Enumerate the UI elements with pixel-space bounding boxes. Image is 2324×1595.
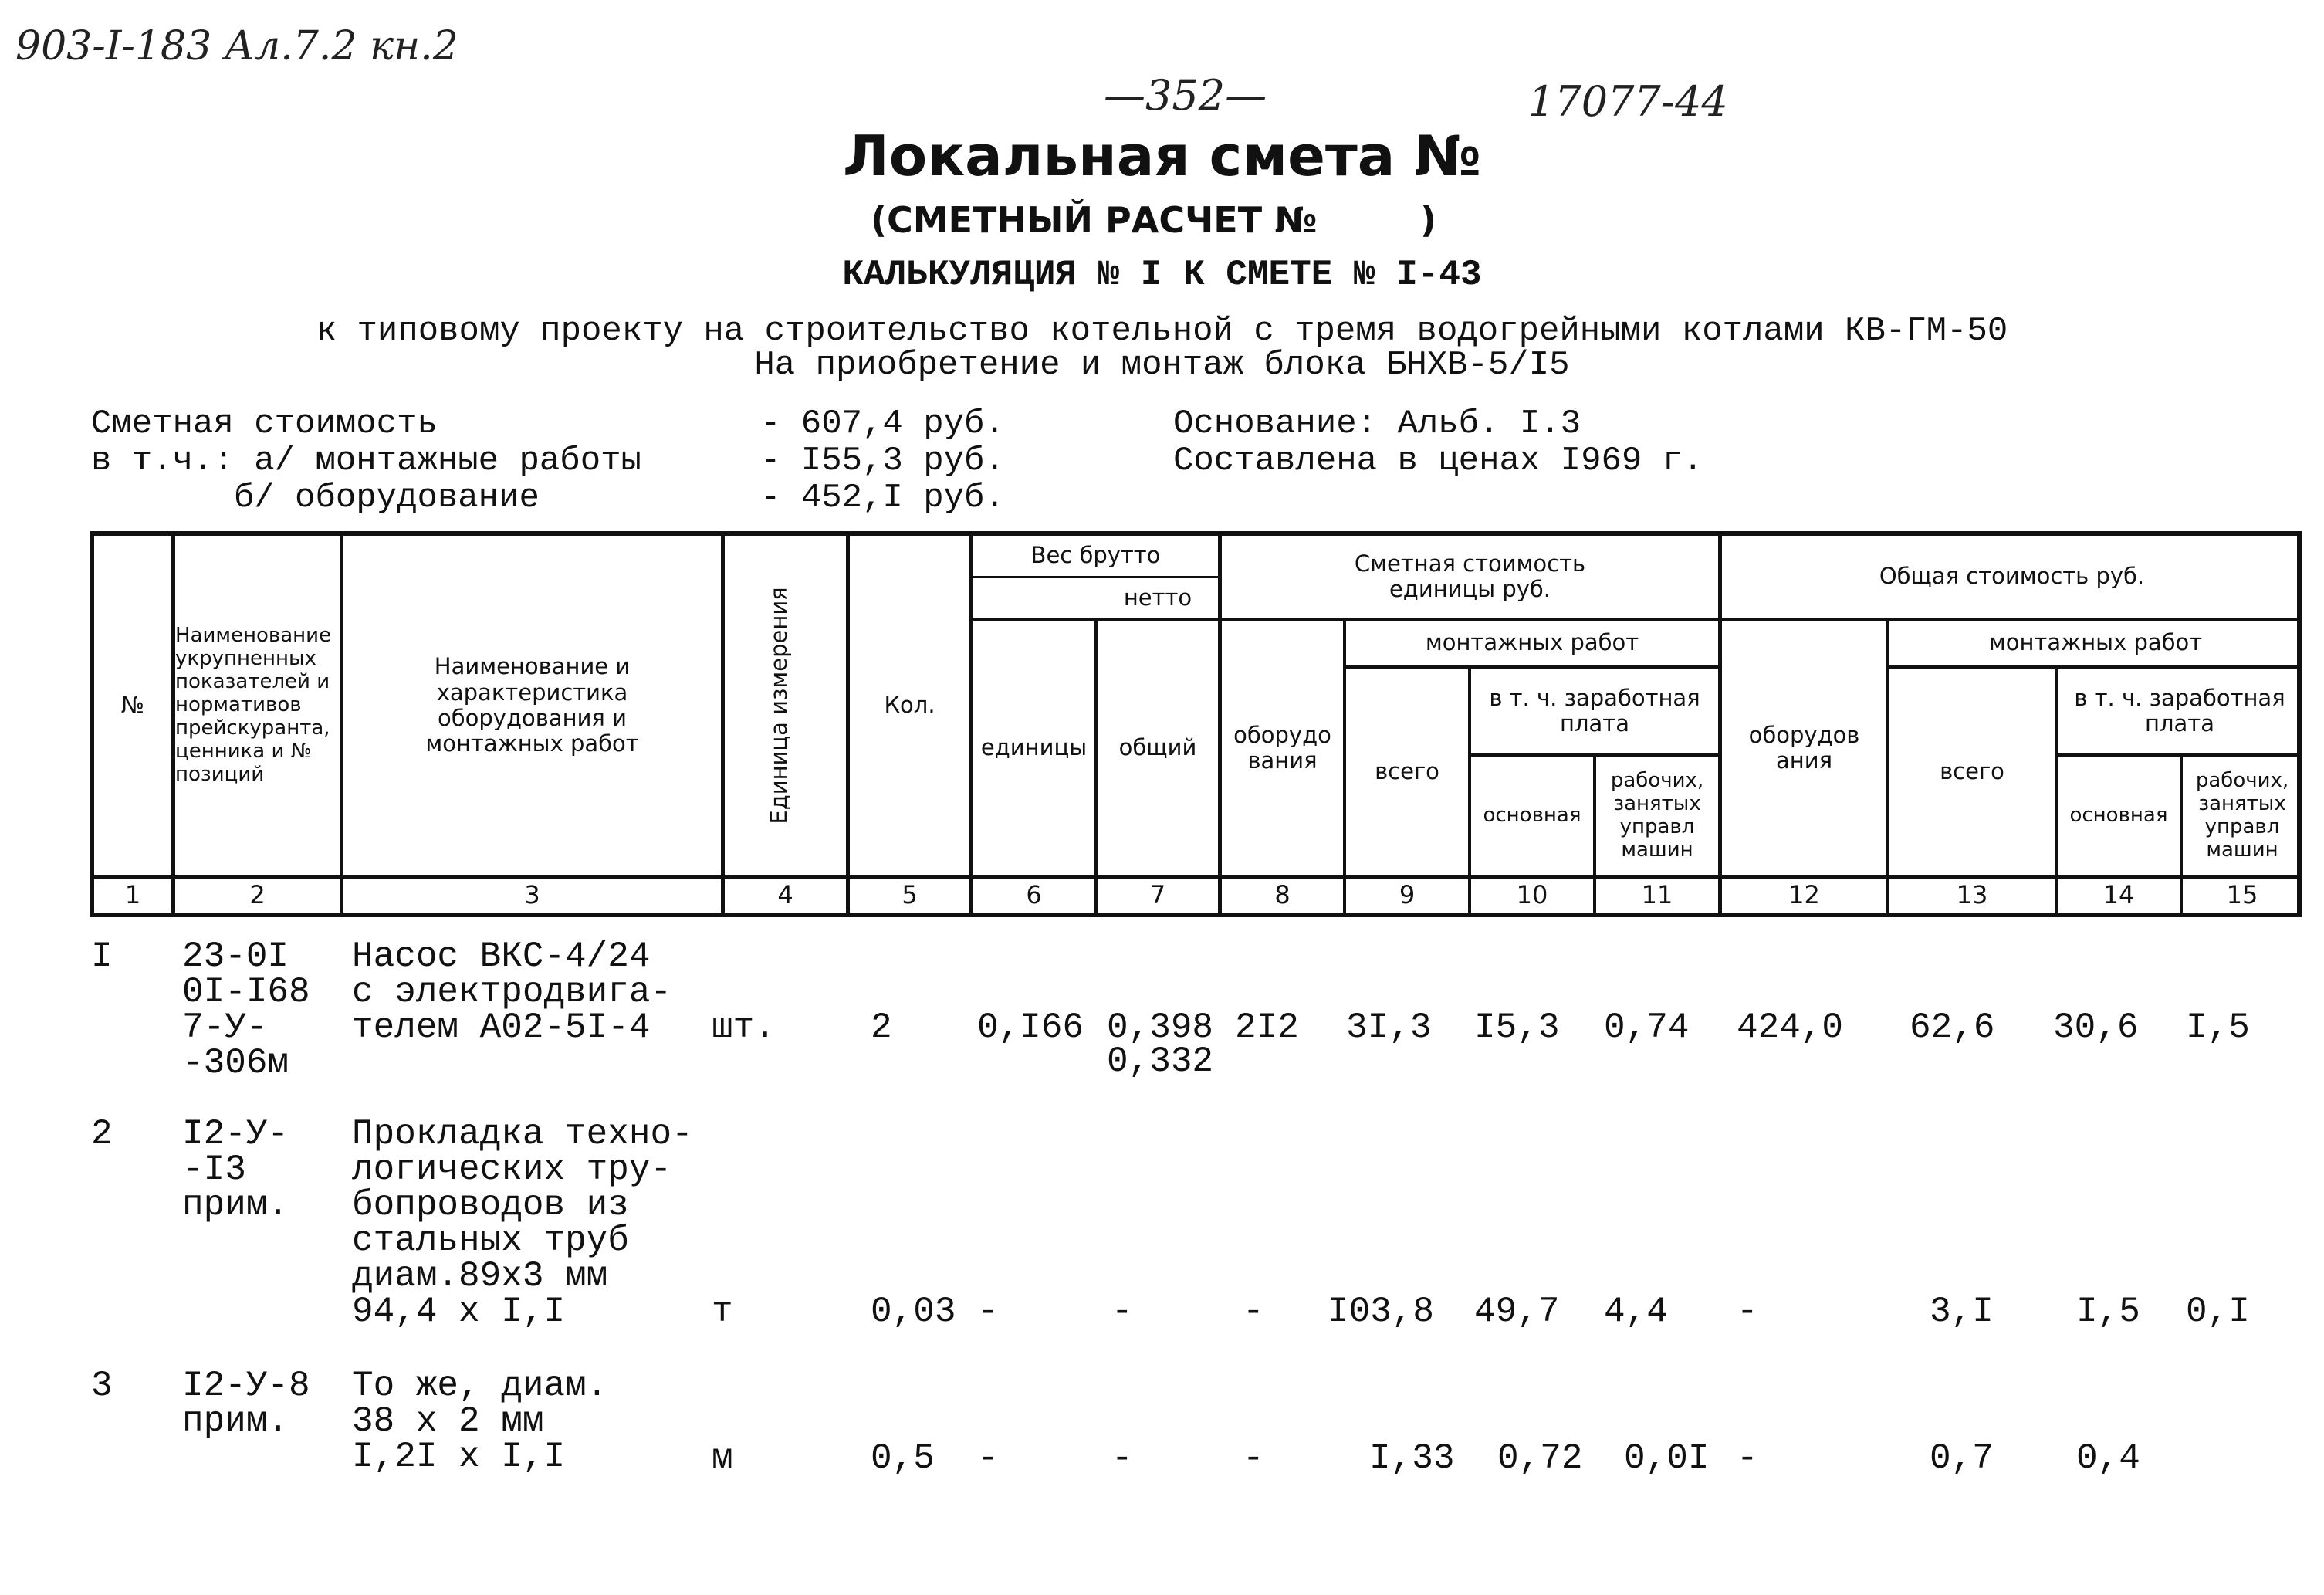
corner-reference: 903-I-183 Ал.7.2 кн.2 bbox=[15, 23, 458, 69]
row-reference: I2-У- -I3 прим. bbox=[182, 1114, 289, 1225]
row-weight-total: - bbox=[1111, 1438, 1133, 1478]
row-weight-unit: - bbox=[977, 1438, 999, 1478]
row-weight-total: - bbox=[1111, 1292, 1133, 1332]
row-unit: шт. bbox=[712, 1007, 776, 1048]
col-unit-equipment-header: оборудования bbox=[1233, 721, 1331, 774]
row-unit-total: I03,8 bbox=[1328, 1292, 1435, 1332]
document-number: 17077-44 bbox=[1528, 77, 1728, 126]
summary-basis: Основание: Альб. I.3 bbox=[1173, 405, 1581, 443]
summary-value: - 607,4 руб. bbox=[760, 405, 1005, 443]
row-total-total: 3,I bbox=[1930, 1292, 1994, 1332]
col-qty-header: Кол. bbox=[884, 692, 935, 719]
row-unit-machine: 4,4 bbox=[1604, 1292, 1668, 1332]
row-weight-net: 0,332 bbox=[1107, 1041, 1214, 1082]
document-subtitle-close: ) bbox=[1420, 199, 1437, 241]
weight-gross-header: Вес брутто bbox=[1030, 542, 1161, 569]
col-unit-total-header: всего bbox=[1375, 758, 1439, 785]
row-total-base: 30,6 bbox=[2053, 1007, 2139, 1048]
row-unit-total: I,33 bbox=[1369, 1438, 1455, 1478]
row-total-base: I,5 bbox=[2076, 1292, 2140, 1332]
row-unit-base: 0,72 bbox=[1497, 1438, 1583, 1478]
summary-basis: Составлена в ценах I969 г. bbox=[1173, 442, 1703, 480]
col-index: 11 bbox=[1641, 880, 1673, 909]
col-index: 8 bbox=[1274, 880, 1291, 909]
row-unit-equipment: - bbox=[1243, 1292, 1264, 1332]
summary-value: - I55,3 руб. bbox=[760, 442, 1005, 480]
row-description: Насос ВКС-4/24 с электродвига- телем А02-5I-4 bbox=[352, 936, 672, 1048]
col-index: 13 bbox=[1956, 880, 1988, 909]
total-install-header: монтажных работ bbox=[1988, 629, 2203, 656]
col-weight-unit-header: единицы bbox=[980, 734, 1088, 761]
row-unit-base: I5,3 bbox=[1474, 1007, 1560, 1048]
col-index: 15 bbox=[2226, 880, 2258, 909]
row-unit-machine: 0,0I bbox=[1624, 1438, 1710, 1478]
col-total-base-header: основная bbox=[2069, 804, 2168, 828]
row-total-equipment: - bbox=[1737, 1292, 1758, 1332]
row-total-base: 0,4 bbox=[2076, 1438, 2140, 1478]
summary-label: Сметная стоимость bbox=[91, 405, 438, 443]
col-total-total-header: всего bbox=[1940, 758, 2004, 785]
col-unit-header: Единица измерения bbox=[766, 587, 792, 825]
row-unit-base: 49,7 bbox=[1474, 1292, 1560, 1332]
project-line-1: к типовому проекту на строительство котельной с тремя водогрейными котлами КВ-ГМ-50 bbox=[316, 312, 2008, 350]
col-index: 9 bbox=[1399, 880, 1416, 909]
row-description: То же, диам. 38 х 2 мм I,2I х I,I bbox=[352, 1366, 608, 1477]
unit-install-header: монтажных работ bbox=[1425, 629, 1639, 656]
row-weight-unit: 0,I66 bbox=[977, 1007, 1084, 1048]
col-index: 1 bbox=[124, 880, 141, 909]
col-total-equipment-header: оборудования bbox=[1748, 721, 1860, 774]
col-total-machine-header: рабочих, занятых управл машин bbox=[2195, 769, 2289, 862]
col-reference-header: Наименование укрупненных показателей и нормативов прейскуранта, ценника и № позиций bbox=[175, 624, 332, 786]
estimate-table-header bbox=[90, 531, 2302, 917]
unit-cost-header: Сметная стоимость единицы руб. bbox=[1354, 550, 1586, 602]
row-total-total: 62,6 bbox=[1910, 1007, 1995, 1048]
row-number: 3 bbox=[91, 1366, 113, 1406]
row-reference: I2-У-8 прим. bbox=[182, 1366, 310, 1441]
col-index: 2 bbox=[249, 880, 266, 909]
row-total-equipment: 424,0 bbox=[1737, 1007, 1844, 1048]
row-qty: 2 bbox=[871, 1007, 892, 1048]
col-index: 7 bbox=[1149, 880, 1166, 909]
row-unit-equipment: - bbox=[1243, 1438, 1264, 1478]
col-index: 4 bbox=[777, 880, 793, 909]
col-index: 10 bbox=[1516, 880, 1548, 909]
row-total-machine: 0,I bbox=[2186, 1292, 2250, 1332]
project-line-2: На приобретение и монтаж блока БНХВ-5/I5 bbox=[754, 346, 1570, 384]
unit-wages-header: в т. ч. заработная плата bbox=[1489, 684, 1700, 737]
row-unit-machine: 0,74 bbox=[1604, 1007, 1690, 1048]
document-subtitle: (СМЕТНЫЙ РАСЧЕТ № bbox=[871, 199, 1318, 241]
col-number-header: № bbox=[120, 692, 145, 719]
row-total-equipment: - bbox=[1737, 1438, 1758, 1478]
col-unit-machine-header: рабочих, занятых управл машин bbox=[1610, 769, 1704, 862]
summary-label: б/ оборудование bbox=[91, 479, 540, 517]
col-index: 5 bbox=[902, 880, 918, 909]
row-total-machine: I,5 bbox=[2186, 1007, 2250, 1048]
summary-value: - 452,I руб. bbox=[760, 479, 1005, 517]
row-description: Прокладка техно- логических тру- бопроводов из стальных труб диам.89х3 мм 94,4 х I,I bbox=[352, 1114, 693, 1332]
total-wages-header: в т. ч. заработная плата bbox=[2074, 684, 2285, 737]
row-qty: 0,5 bbox=[871, 1438, 935, 1478]
calculation-line: КАЛЬКУЛЯЦИЯ № I К СМЕТЕ № I-43 bbox=[842, 255, 1482, 295]
col-description-header: Наименование и характеристика оборудования и монтажных работ bbox=[425, 653, 639, 757]
document-title: Локальная смета № bbox=[843, 124, 1481, 188]
col-unit-base-header: основная bbox=[1483, 804, 1581, 828]
row-unit-equipment: 2I2 bbox=[1235, 1007, 1299, 1048]
total-cost-header: Общая стоимость руб. bbox=[1879, 563, 2145, 590]
row-unit: м bbox=[712, 1438, 733, 1478]
page-number: —352— bbox=[1104, 71, 1267, 120]
row-weight-total: 0,398 bbox=[1107, 1007, 1214, 1048]
weight-net-header: нетто bbox=[1123, 584, 1192, 611]
row-number: 2 bbox=[91, 1114, 113, 1154]
col-index: 3 bbox=[524, 880, 540, 909]
row-weight-unit: - bbox=[977, 1292, 999, 1332]
row-unit-total: 3I,3 bbox=[1346, 1007, 1432, 1048]
row-qty: 0,03 bbox=[871, 1292, 956, 1332]
row-reference: 23-0I 0I-I68 7-У- -306м bbox=[182, 936, 310, 1083]
row-unit: т bbox=[712, 1292, 733, 1332]
col-index: 6 bbox=[1026, 880, 1042, 909]
row-number: I bbox=[91, 936, 113, 977]
row-total-total: 0,7 bbox=[1930, 1438, 1994, 1478]
col-index: 12 bbox=[1788, 880, 1820, 909]
summary-label: в т.ч.: а/ монтажные работы bbox=[91, 442, 641, 480]
col-weight-total-header: общий bbox=[1118, 734, 1197, 761]
col-index: 14 bbox=[2102, 880, 2135, 909]
